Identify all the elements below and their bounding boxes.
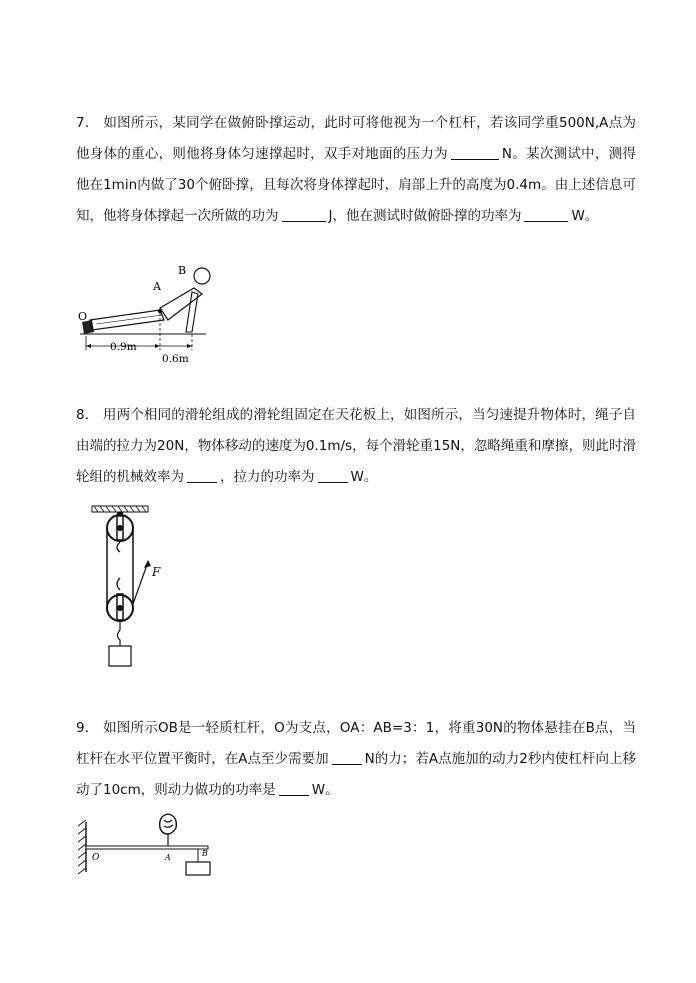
label-a: A	[165, 853, 171, 862]
question-text: W。	[350, 469, 378, 485]
label-b: B	[202, 849, 208, 858]
answer-blank[interactable]	[524, 206, 568, 222]
hook	[117, 542, 120, 552]
pushup-figure	[76, 258, 236, 368]
answer-blank[interactable]	[187, 467, 217, 483]
answer-blank[interactable]	[332, 749, 362, 765]
question-number: 9．	[76, 720, 99, 736]
label-f: F	[152, 565, 161, 579]
force-arrow	[133, 562, 148, 604]
question-text: ，拉力的功率为	[220, 469, 315, 485]
question-9	[76, 713, 636, 806]
answer-blank[interactable]	[282, 206, 326, 222]
weight	[186, 862, 210, 875]
gravity-point	[158, 309, 162, 313]
answer-blank[interactable]	[279, 780, 309, 796]
leg-line	[96, 315, 162, 324]
question-8	[76, 400, 636, 493]
answer-blank[interactable]	[318, 467, 348, 483]
dim-label-1: 0.9m	[110, 341, 137, 353]
question-8-text	[76, 400, 636, 493]
hand	[160, 814, 177, 834]
answer-blank[interactable]	[451, 144, 499, 160]
question-text: W。	[571, 208, 599, 224]
question-text: W。	[311, 782, 339, 798]
question-number: 8．	[76, 407, 99, 423]
label-a: A	[153, 280, 161, 293]
question-text: J，他在测试时做俯卧撑的功率为	[328, 208, 522, 224]
lever-figure	[76, 808, 226, 880]
question-text: 如图所示，某同学在做俯卧撑运动，此时可将他视为一个杠杆，若该同学重500N,A点为他身体的重心，则他将身体匀速撑起时，双手对地面的压力为	[76, 115, 636, 162]
question-7	[76, 108, 636, 232]
question-text: 用两个相同的滑轮组成的滑轮组固定在天花板上，如图所示，当匀速提升物体时，绳子自由端的拉力为20N，物体移动的速度为0.1m/s，每个滑轮重15N，忽略绳重和摩擦，则此时滑轮组的机械效率为	[76, 407, 636, 485]
question-9-text	[76, 713, 636, 806]
question-text: N。某次测试中，测得他在1min内做了30个俯卧撑，且每次将身体撑起时，肩部上升的高度为0.4m。由上述信息可知，他将身体撑起一次所做的功为	[76, 146, 636, 224]
question-7-text	[76, 108, 636, 232]
question-text: N的力；若A点施加的动力2秒内使杠杆向上移动了10cm，则动力做功的功率是	[76, 751, 636, 798]
pulley-figure	[90, 504, 180, 674]
label-b: B	[178, 264, 187, 277]
question-text: 如图所示OB是一轻质杠杆，O为支点，OA：AB=3：1，将重30N的物体悬挂在B点，当杠杆在水平位置平衡时，在A点至少需要加	[76, 720, 636, 767]
dim-label-2: 0.6m	[162, 353, 189, 365]
weight	[109, 646, 131, 666]
lever-bar	[86, 846, 208, 849]
label-o: O	[92, 853, 100, 863]
label-o: O	[78, 310, 88, 323]
question-number: 7．	[76, 115, 99, 131]
